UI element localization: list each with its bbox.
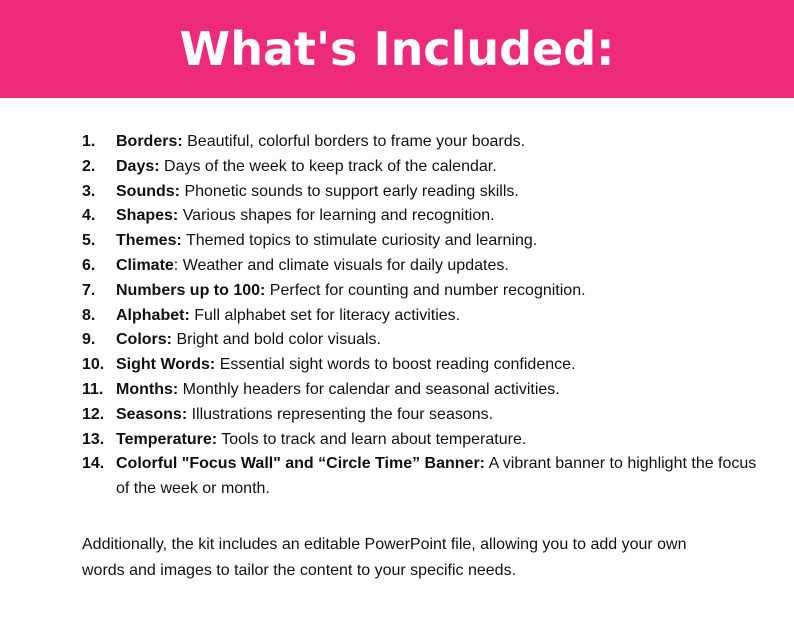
list-item — [82, 428, 762, 453]
list-item — [82, 204, 762, 229]
item-description: Monthly headers for calendar and seasonal activities. — [178, 380, 560, 398]
item-description: Phonetic sounds to support early reading skills. — [180, 182, 519, 200]
list-item — [82, 304, 762, 329]
item-number: 8. — [82, 306, 96, 324]
item-number: 7. — [82, 281, 96, 299]
item-term: Shapes: — [116, 207, 179, 225]
item-term: Sight Words: — [116, 356, 216, 374]
item-term: Days: — [116, 157, 160, 175]
item-term: Colors: — [116, 331, 172, 349]
list-item — [82, 452, 762, 502]
list-item — [82, 130, 762, 155]
list-item — [82, 229, 762, 254]
item-description: A vibrant banner to highlight the focus of the week or month. — [116, 455, 757, 498]
item-number: 10. — [82, 356, 105, 374]
item-number: 4. — [82, 207, 96, 225]
item-term: Numbers up to 100: — [116, 281, 266, 299]
item-term: Seasons: — [116, 405, 188, 423]
included-items-list — [82, 130, 762, 502]
closing-paragraph: Additionally, the kit includes an editable PowerPoint file, allowing you to add your own words and images to tailor the content to your specific needs. — [82, 535, 687, 579]
list-item — [82, 180, 762, 205]
content-area — [82, 130, 762, 600]
list-item — [82, 279, 762, 304]
item-term: Themes: — [116, 232, 182, 250]
list-item — [82, 155, 762, 180]
list-item — [82, 353, 762, 378]
header-banner — [0, 0, 794, 98]
item-description: Full alphabet set for literacy activities. — [189, 306, 461, 324]
item-number: 13. — [82, 430, 105, 448]
item-number: 5. — [82, 232, 96, 250]
item-number: 12. — [82, 405, 105, 423]
item-number: 2. — [82, 157, 96, 175]
item-term: Alphabet: — [116, 306, 190, 324]
item-number: 9. — [82, 331, 96, 349]
list-item — [82, 254, 762, 279]
item-number: 6. — [82, 256, 96, 274]
item-number: 3. — [82, 182, 96, 200]
item-description: Perfect for counting and number recognition. — [265, 281, 586, 299]
item-description: Illustrations representing the four seasons. — [187, 405, 494, 423]
item-term: Climate — [116, 256, 174, 274]
item-term: Months: — [116, 380, 179, 398]
item-description: Various shapes for learning and recognition. — [178, 207, 495, 225]
item-description: Bright and bold color visuals. — [172, 331, 381, 349]
item-term: Borders: — [116, 133, 183, 150]
list-item — [82, 378, 762, 403]
item-description: Tools to track and learn about temperature. — [217, 430, 527, 448]
item-term: Sounds: — [116, 182, 180, 200]
item-number: 1. — [82, 133, 96, 150]
item-number: 11. — [82, 380, 104, 398]
item-term: Colorful "Focus Wall" and “Circle Time” Banner: — [116, 455, 485, 473]
item-number: 14. — [82, 455, 105, 473]
item-description: Beautiful, colorful borders to frame your boards. — [182, 133, 526, 150]
list-item — [82, 403, 762, 428]
item-description: Essential sight words to boost reading confidence. — [215, 356, 576, 374]
list-item — [82, 328, 762, 353]
item-description: Themed topics to stimulate curiosity and learning. — [181, 232, 538, 250]
item-description: : Weather and climate visuals for daily updates. — [173, 256, 509, 274]
item-term: Temperature: — [116, 430, 218, 448]
page-title: What's Included: — [179, 22, 615, 76]
item-description: Days of the week to keep track of the calendar. — [159, 157, 497, 175]
